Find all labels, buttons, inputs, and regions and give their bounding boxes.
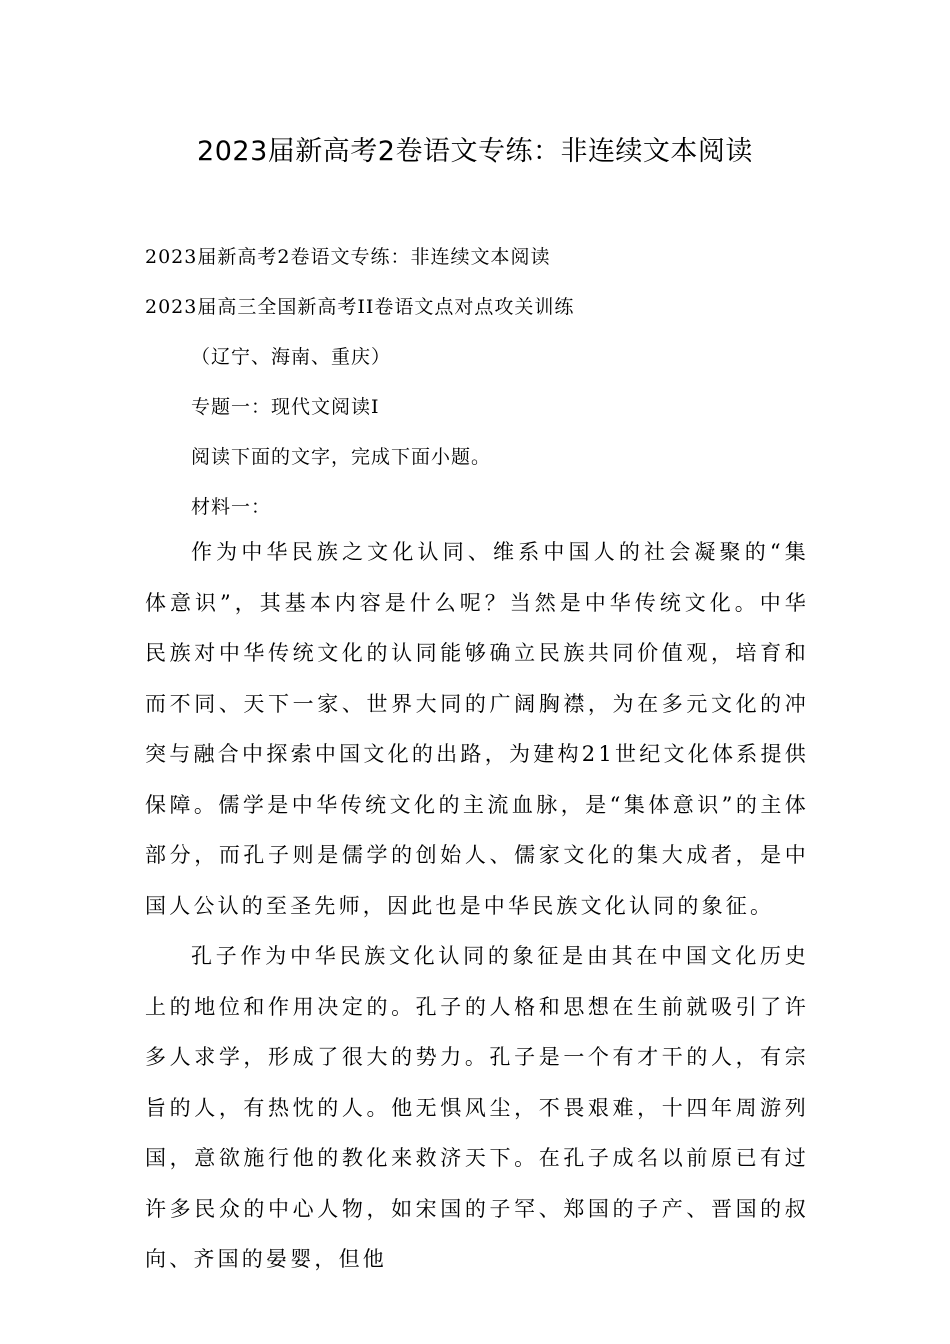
document-header-lines xyxy=(145,232,815,532)
header-line-instruction: 阅读下面的文字，完成下面小题。 xyxy=(191,446,492,468)
paragraph-2: 孔子作为中华民族文化认同的象征是由其在中国文化历史上的地位和作用决定的。孔子的人格和思想在生前就吸引了许多人求学，形成了很大的势力。孔子是一个有才干的人，有宗旨的人，有热忱的人。他无惧风尘，不畏艰难，十四年周游列国，意欲施行他的教化来救济天下。在孔子成名以前原已有过许多民众的中心人物，如宋国的子罕、郑国的子产、晋国的叔向、齐国的晏婴，但他 xyxy=(145,944,809,1271)
header-line-regions: （辽宁、海南、重庆） xyxy=(191,346,392,368)
header-line-material-label: 材料一： xyxy=(191,496,272,518)
paragraph-1: 作为中华民族之文化认同、维系中国人的社会凝聚的“集体意识”，其基本内容是什么呢？当然是中华传统文化。中华民族对中华传统文化的认同能够确立民族共同价值观，培育和而不同、天下一家、世界大同的广阔胸襟，为在多元文化的冲突与融合中探索中国文化的出路，为建构21世纪文化体系提供保障。儒学是中华传统文化的主流血脉，是“集体意识”的主体部分，而孔子则是儒学的创始人、儒家文化的集大成者，是中国人公认的至圣先师，因此也是中华民族文化认同的象征。 xyxy=(145,540,809,918)
header-line-topic: 专题一：现代文阅读I xyxy=(191,396,380,418)
header-line-doc-name: 2023届新高考2卷语文专练：非连续文本阅读 xyxy=(145,246,551,268)
document-title: 2023届新高考2卷语文专练：非连续文本阅读 xyxy=(197,136,753,167)
header-line-training-name: 2023届高三全国新高考II卷语文点对点攻关训练 xyxy=(145,296,575,318)
material-body xyxy=(145,527,809,1285)
